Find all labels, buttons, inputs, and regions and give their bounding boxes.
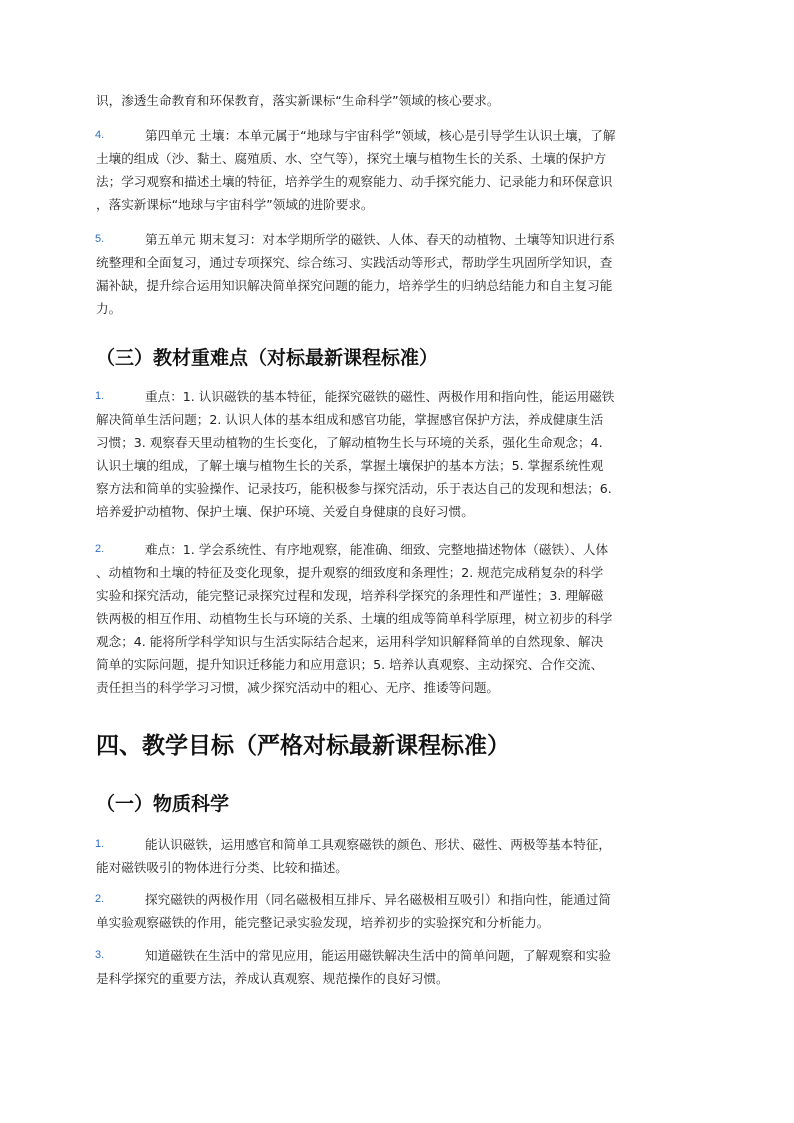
text-line: 识，渗透生命教育和环保教育，落实新课标“生命科学”领域的核心要求。 <box>96 93 500 108</box>
text-line: 是科学探究的重要方法，养成认真观察、规范操作的良好习惯。 <box>96 971 449 986</box>
text-line: 实验和探究活动，能完整记录探究过程和发现，培养科学探究的条理性和严谨性；3. 理解磁 <box>96 588 604 603</box>
section-heading-key-points: （三）教材重难点（对标最新课程标准） <box>96 347 439 369</box>
text-line: 责任担当的科学学习习惯，减少探究活动中的粗心、无序、推诿等问题。 <box>96 680 499 695</box>
paragraph-unit3-tail <box>96 89 696 112</box>
text-line: 第四单元 土壤：本单元属于“地球与宇宙科学”领域，核心是引导学生认识土壤，了解 <box>145 128 616 143</box>
text-line: 、动植物和土壤的特征及变化现象，提升观察的细致度和条理性；2. 规范完成稍复杂的科学 <box>96 565 604 580</box>
text-line: 土壤的组成（沙、黏土、腐殖质、水、空气等），探究土壤与植物生长的关系、土壤的保护方 <box>96 151 607 166</box>
section-heading-teaching-goals: 四、教学目标（严格对标最新课程标准） <box>96 733 510 759</box>
text-line: ，落实新课标“地球与宇宙科学”领域的进阶要求。 <box>96 197 374 212</box>
list-number: 2. <box>95 543 105 555</box>
list-number: 1. <box>95 838 105 850</box>
text-line: 法；学习观察和描述土壤的特征，培养学生的观察能力、动手探究能力、记录能力和环保意识 <box>96 174 613 189</box>
list-number: 2. <box>95 893 105 905</box>
text-line: 难点：1. 学会系统性、有序地观察，能准确、细致、完整地描述物体（磁铁）、人体 <box>145 542 609 557</box>
list-item-goal-1 <box>96 833 696 879</box>
subsection-heading-material-science: （一）物质科学 <box>96 793 230 815</box>
list-item-goal-2 <box>96 888 696 934</box>
text-line: 观念；4. 能将所学科学知识与生活实际结合起来，运用科学知识解释简单的自然现象、解决 <box>96 634 604 649</box>
text-line: 知道磁铁在生活中的常见应用，能运用磁铁解决生活中的简单问题，了解观察和实验 <box>145 948 611 963</box>
text-line: 重点：1. 认识磁铁的基本特征，能探究磁铁的磁性、两极作用和指向性，能运用磁铁 <box>145 389 615 404</box>
text-line: 认识土壤的组成，了解土壤与植物生长的关系，掌握土壤保护的基本方法；5. 掌握系统性观 <box>96 458 604 473</box>
list-number: 5. <box>95 233 105 245</box>
list-number: 3. <box>95 949 105 961</box>
list-item-goal-3 <box>96 944 696 990</box>
list-number: 4. <box>95 129 105 141</box>
text-line: 铁两极的相互作用、动植物生长与环境的关系、土壤的组成等简单科学原理，树立初步的科学 <box>96 611 613 626</box>
text-line: 统整理和全面复习，通过专项探究、综合练习、实践活动等形式，帮助学生巩固所学知识，查 <box>96 255 613 270</box>
text-line: 单实验观察磁铁的作用，能完整记录实验发现，培养初步的实验探究和分析能力。 <box>96 915 550 930</box>
text-line: 探究磁铁的两极作用（同名磁极相互排斥、异名磁极相互吸引）和指向性，能通过简 <box>145 892 611 907</box>
text-line: 察方法和简单的实验操作、记录技巧，能积极参与探究活动，乐于表达自己的发现和想法；6. <box>96 481 612 496</box>
text-line: 简单的实际问题，提升知识迁移能力和应用意识；5. 培养认真观察、主动探究、合作交流、 <box>96 657 604 672</box>
text-line: 能对磁铁吸引的物体进行分类、比较和描述。 <box>96 860 348 875</box>
list-item-unit4 <box>96 124 696 216</box>
list-item-unit5 <box>96 228 696 320</box>
text-line: 能认识磁铁，运用感官和简单工具观察磁铁的颜色、形状、磁性、两极等基本特征， <box>145 837 611 852</box>
text-line: 习惯；3. 观察春天里动植物的生长变化，了解动植物生长与环境的关系，强化生命观念；4. <box>96 435 603 450</box>
text-line: 培养爱护动植物、保护土壤、保护环境、关爱自身健康的良好习惯。 <box>96 504 474 519</box>
list-item-key-points <box>96 385 696 523</box>
text-line: 第五单元 期末复习：对本学期所学的磁铁、人体、春天的动植物、土壤等知识进行系 <box>145 232 615 247</box>
text-line: 力。 <box>96 301 122 316</box>
text-line: 解决简单生活问题；2. 认识人体的基本组成和感官功能，掌握感官保护方法，养成健康生活 <box>96 412 604 427</box>
list-number: 1. <box>95 390 105 402</box>
text-line: 漏补缺，提升综合运用知识解决简单探究问题的能力，培养学生的归纳总结能力和自主复习能 <box>96 278 613 293</box>
list-item-difficulties <box>96 538 696 699</box>
